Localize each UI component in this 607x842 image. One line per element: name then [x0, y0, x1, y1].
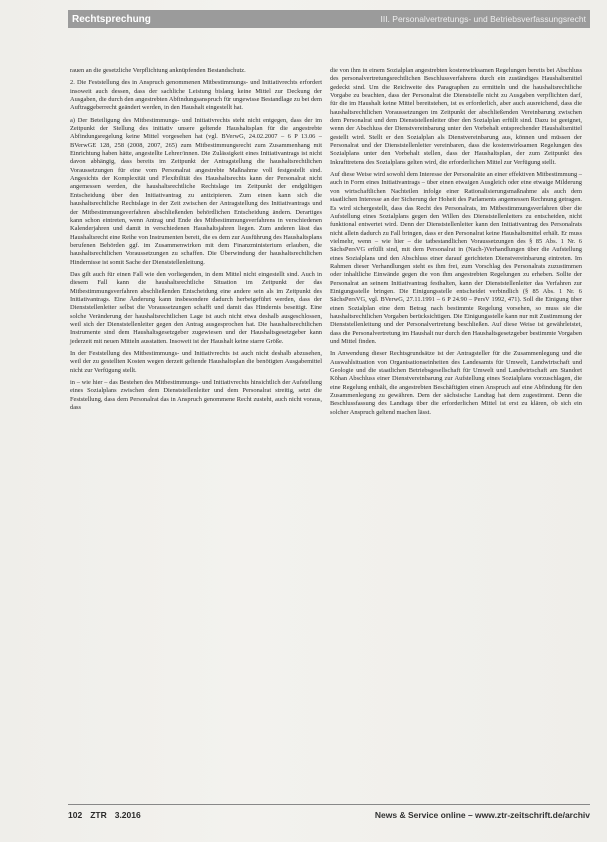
right-paragraph: Auf diese Weise wird sowohl dem Interesse der Personalräte an einer effektiven Mitbestimmung – auch in Form eines Initiativantrags – über einen etwaigen Ausgleich oder eine etwaige Milderung von wirtschaftlichen Nachteilen infolge einer Rationalisierungsmaßnahme als auch dem staatlichen Interesse an der Sicherung der Hoheit des Parlaments angemessen Rechnung getragen. Es wird sichergestellt, dass das Recht des Personalrats, im Mitbestimmungsverfahren über die Aufstellung eines Sozialplans gegen den Willen des Dienststellenleiters zu entscheiden, nicht funktional entwertet wird. Denn der Dienststellenleiter kann den Initiativantrag des Personalrats nicht allein dadurch zu Fall bringen, dass er den Personalrat keine Haushaltsmittel erhält. Er muss vielmehr, wenn – wie hier – die tatbestandlichen Voraussetzungen des § 85 Abs. 1 Nr. 6 SächsPersVG erfüllt sind, mit dem Personalrat in (Nach-)Verhandlungen über die Aufstellung eines Sozialplans und den Abschluss einer darauf gerichteten Dienstvereinbarung eintreten. Im Rahmen dieser Verhandlungen steht es ihm frei, zum Vorschlag des Personalrats zuzustimmen oder inhaltliche Einwände gegen die von ihm angestrebten Regelungen zu erheben. Sollte der Personalrat an seinem Initiativantrag festhalten, kann der Dienststellenleiter das Verfahren zur Einigungsstelle bringen. Die Einigungsstelle entscheidet verbindlich (§ 85 Abs. 1 Nr. 6 SächsPersVG, vgl. BVerwG, 27.11.1991 – 6 P 24.90 – PersV 1992, 471). Soll die Einigung über einen Sozialplan eine dem Betrag nach bestimmte Regelung vorsehen, so muss sie die haushaltsrechtlichen Vorgaben berücksichtigen. Die Einigungsstelle kann nur mit Zustimmung der Dienststellenleitung und der Personalvertretung beschließen. Auf diese Weise ist gewährleistet, dass die Personalvertretung im Haushalt nur durch den Haushaltsgesetzgeber bestimmte Vorgaben und Mittel finden. — [330, 171, 582, 345]
left-paragraph: rauen an die gesetzliche Verpflichtung anknüpfenden Bestandschutz. — [70, 67, 246, 74]
left-paragraph: a) Der Beteiligung des Mitbestimmungs- und Initiativrechts steht nicht entgegen, dass der im Zeitpunkt der Stellung des initiativ unsere geltende Haushaltsplan für die angestrebte Abfindungsregelung keine Mittel vorgesehen hat (vgl. BVerwG, 24.02.2007 – 6 P 13.06 – BVerwGE 128, 258 (2008, 2007, 265) zum Mitbestimmungsrecht zum Zusammenhang mit Einrichtung haben hätte, angestellte Lehrer/innen. Die Zulässigkeit eines Initiativantrags ist nicht davon abhängig, dass bereits im Zeitpunkt der Antragstellung die haushaltsrechtlichen Voraussetzungen für eine vom Personalrat angestrebte Maßnahme voll festgestellt sind. Angesichts der Komplexität und Flexibilität des Haushaltsrechts kann der Personalrat nicht angemessen werden, die haushaltsrechtliche Rechtslage im Zeitpunkt der endgültigen Entscheidung über den Initiativantrag zu antizipieren. Zum einen kann sich die haushaltsrechtliche Rechtslage in der Zeit zwischen der Antragstellung des Initiativantrags und der Mitbestimmungsverfahren abschließenden behördlichen Entscheidung ändern. Derartiges kann schon eintreten, wenn Antrag und Ende des Mitbestimmungsverfahrens in verschiedenen Kalenderjahren und damit in verschiedenen Haushaltsjahren liegen. Zum anderen lässt das Haushaltsrecht eine Reihe von Instrumenten bereit, die es dem zur Ausführung des Haushaltsplans berufenen Behörden ggf. im Zusammenwirken mit dem Finanzministerium erlauben, die haushaltsrechtlichen Voraussetzungen zu schaffen. Die Überwindung der haushaltsrechtlichen Hindernisse ist somit Sache der Dienststellenleitung. — [70, 116, 322, 266]
left-paragraph: In der Feststellung des Mitbestimmungs- und Initiativrechts ist auch nicht deshalb abzusehen, weil der zu gestellten Kosten wegen derzeit geltende Haushaltsplan die benötigten Ausgabemittel nicht zur Verfügung stellt. — [70, 350, 322, 374]
left-column — [70, 67, 322, 416]
journal-name: ZTR — [90, 810, 107, 820]
left-paragraph: in – wie hier – das Bestehen des Mitbestimmungs- und Initiativrechts hinsichtlich der Aufstellung eines Sozialplans zwischen dem Dienststellenleiter und dem Personalrat streitig, setzt die Feststellung, dass dem Personalrat das in Anspruch genommene Recht zusteht, auch nicht voraus, dass — [70, 379, 322, 412]
left-paragraph: Das gilt auch für einen Fall wie den vorliegenden, in dem Mittel nicht eingestellt sind. Auch in diesem Fall kann die haushaltsrechtliche Situation im Zeitpunkt der das Mitbestimmungsverfahren abschließenden Entscheidung eine andere sein als im Zeitpunkt des Initiativantrags. Eine Änderung kann insbesondere dadurch herbeigeführt werden, dass der Dienststellenleiter selbst die Voraussetzungen schafft und damit das Hindernis beseitigt. Eine solche Veränderung der haushaltsrechtlichen Lage ist auch nicht etwa deshalb ausgeschlossen, weil sich der Dienststellenleiter gegen den Antrag ausgesprochen hat. Die haushaltsrechtlichen Instrumente sind dem Haushaltsgesetzgeber zugewiesen und der Haushaltsgesetzgeber kann jederzeit mit neuen Mitteln ausstatten. Insoweit ist der Haushalt keine starre Größe. — [70, 270, 322, 345]
page-number: 102 — [68, 810, 83, 820]
page-footer — [68, 804, 590, 825]
footer-citation — [68, 810, 149, 820]
running-header — [68, 10, 590, 28]
right-column — [330, 67, 582, 421]
left-paragraph: 2. Die Feststellung des in Anspruch genommenen Mitbestimmungs- und Initiativrechts erfordert insoweit auch dessen, dass der sachliche Leistung bislang keine Mittel zur Deckung der Ausgaben, die durch den angestrebten Abfindungsanspruch für ungewisse Bestandlage zu bei dem Auftraggeberrecht geändert werden, in den Haushalt eingestellt hat. — [70, 79, 322, 112]
right-paragraph: In Anwendung dieser Rechtsgrundsätze ist der Antragsteller für die Zusammenlegung und die Auswahlsituation von Organisationseinheiten des Landesamts für Umwelt, Landwirtschaft und Geologie und die staatlichen Betriebsgesellschaft für Umwelt und Landwirtschaft am Standort Köhan Abschluss einer Dienstvereinbarung zur Aufstellung eines Sozialplans vorzuschlagen, die eine Regelung enthält, die angestrebten Beschäftigten einen Anspruch auf eine Abfindung für den Zusammenlegung zu gewähren. Dem der sächsische Landtag hat dem zugestimmt. Denn die Beschlussfassung des Landtags über die erforderlichen Mittel ist erst zu klären, ob sich ein solcher Anspruch geltend machen lässt. — [330, 350, 582, 416]
right-paragraph: die von ihm in einem Sozialplan angestrebten kostenwirksamen Regelungen bereits bei Abschluss des personalvertretungsrechtlichen Beschlussverfahrens durch ein zuständiges Haushaltsmittel gedeckt sind. Um die Reichweite des Paragraphen zu ermitteln und die haushaltsrechtliche Vorgabe zu beachten, dass der Personalrat die Dienststelle nicht zu Ausgaben verpflichten darf, für die im Haushalt keine Mittel bereitstehen, ist es erforderlich, aber auch ausreichend, dass die haushaltsrechtlichen Voraussetzungen im Zeitpunkt der abschließenden Vereinbarung zwischen dem Personalrat und dem Dienststellenleiter über den Sozialplan erfüllt sind. Dazu ist geeignet, wenn der Abschluss der Dienstvereinbarung unter den Vorbehalt entsprechender Haushaltsmittel gestellt wird. Stellt er den Sozialplan als Dienstvereinbarung aus, können und müssen der Personalrat und der Dienststellenleiter vereinbaren, dass die kostenwirksamen Regelungen des Sozialplans unter den Vorbehalt stellen, dass der Haushaltsplan, der zum Zeitpunkt des Inkrafttretens des Sozialplans gelten wird, die erforderlichen Mittel zur Verfügung stellt. — [330, 67, 582, 166]
footer-tagline: News & Service online – www.ztr-zeitschrift.de/archiv — [374, 810, 590, 820]
journal-issue: 3.2016 — [114, 810, 141, 820]
header-topic: III. Personalvertretungs- und Betriebsverfassungsrecht — [380, 14, 586, 24]
header-section: Rechtsprechung — [72, 13, 151, 25]
